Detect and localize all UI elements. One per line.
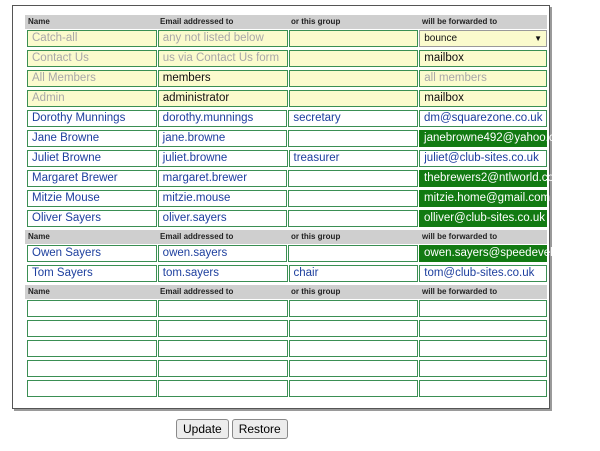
group-field[interactable] [289,300,419,317]
email-field[interactable]: juliet.browne [158,150,288,167]
forward-field[interactable] [419,320,547,337]
table-row [25,110,547,127]
group-field[interactable] [289,50,419,67]
name-field[interactable]: Mitzie Mouse [27,190,157,207]
group-field[interactable] [288,170,418,187]
forward-field[interactable]: mailbox [419,90,547,107]
name-field[interactable]: Oliver Sayers [27,210,157,227]
table-row [25,380,547,397]
table-row [25,245,600,262]
name-field[interactable]: Jane Browne [27,130,157,147]
table-row [25,50,547,67]
name-field[interactable] [27,380,157,397]
table-row [25,170,564,187]
forward-field[interactable] [419,380,547,397]
forward-field[interactable]: owen.sayers@speedeveloper.com [419,245,547,262]
chevron-down-icon: ▼ [534,34,542,43]
table-row [25,300,547,317]
group-field[interactable]: treasurer [289,150,419,167]
email-field[interactable]: members [158,70,288,87]
name-field[interactable] [27,340,157,357]
email-field[interactable]: mitzie.mouse [158,190,288,207]
table-row [25,265,547,282]
restore-button[interactable]: Restore [232,419,288,439]
group-field[interactable] [289,360,419,377]
forward-field[interactable]: janebrowne492@yahoo.co.uk [419,130,547,147]
header-email: Email addressed to [160,17,234,26]
table-row [25,30,547,47]
group-field[interactable] [288,190,418,207]
name-field[interactable]: Admin [27,90,157,107]
email-field[interactable]: oliver.sayers [158,210,288,227]
email-field[interactable]: margaret.brewer [158,170,288,187]
forward-field[interactable]: mitzie.home@gmail.com [419,190,547,207]
name-field[interactable] [27,300,157,317]
group-field[interactable] [289,340,419,357]
forwarding-table [25,15,600,400]
email-field[interactable]: owen.sayers [158,245,288,262]
group-field[interactable] [288,130,418,147]
header-email: Email addressed to [160,287,234,296]
forward-field[interactable]: tom@club-sites.co.uk [419,265,547,282]
header-group: or this group [291,232,341,241]
header-name: Name [28,17,50,26]
header-group: or this group [291,17,341,26]
group-field[interactable] [289,90,419,107]
forward-field[interactable]: olliver@club-sites.co.uk [419,210,547,227]
group-field[interactable] [289,70,419,87]
table-row [25,210,547,227]
header-name: Name [28,232,50,241]
email-field[interactable]: any not listed below [158,30,288,47]
email-field[interactable]: administrator [158,90,288,107]
name-field[interactable]: Margaret Brewer [27,170,157,187]
header-forward: will be forwarded to [422,232,498,241]
group-field[interactable]: secretary [288,110,418,127]
forward-field[interactable] [419,300,547,317]
group-field[interactable] [289,380,419,397]
forward-select[interactable] [419,30,547,47]
group-field[interactable] [289,320,419,337]
table-row [25,70,547,87]
button-bar [176,419,288,439]
update-button[interactable]: Update [176,419,229,439]
table-row [25,150,547,167]
name-field[interactable] [27,320,157,337]
header-email: Email addressed to [160,232,234,241]
forward-select-value: bounce [424,33,458,44]
header-group: or this group [291,287,341,296]
email-field[interactable] [158,340,288,357]
table-row [25,190,551,207]
name-field[interactable]: Tom Sayers [27,265,157,282]
forward-field[interactable]: dm@squarezone.co.uk [419,110,547,127]
name-field[interactable]: Owen Sayers [27,245,157,262]
group-field[interactable]: chair [289,265,419,282]
group-field[interactable] [289,30,419,47]
table-row [25,130,577,147]
table-row [25,90,547,107]
email-field[interactable]: jane.browne [158,130,288,147]
email-field[interactable] [158,300,288,317]
email-field[interactable]: us via Contact Us form [158,50,288,67]
table-row [25,340,547,357]
forward-field[interactable] [419,360,547,377]
header-name: Name [28,287,50,296]
column-header-row [25,15,547,29]
name-field[interactable]: Catch-all [27,30,157,47]
header-forward: will be forwarded to [422,17,498,26]
forward-field[interactable]: mailbox [419,50,547,67]
group-field[interactable] [288,210,418,227]
name-field[interactable]: Dorothy Munnings [27,110,157,127]
name-field[interactable]: All Members [27,70,157,87]
email-field[interactable] [158,360,288,377]
forward-field[interactable] [419,340,547,357]
name-field[interactable]: Juliet Browne [27,150,157,167]
forward-field[interactable]: all members [419,70,547,87]
header-forward: will be forwarded to [422,287,498,296]
column-header-row [25,285,547,299]
name-field[interactable] [27,360,157,377]
forward-field[interactable]: thebrewers2@ntlworld.com [419,170,547,187]
name-field[interactable]: Contact Us [27,50,157,67]
table-row [25,360,547,377]
email-field[interactable]: dorothy.munnings [158,110,288,127]
table-row [25,320,547,337]
email-field[interactable] [158,320,288,337]
email-field[interactable]: tom.sayers [158,265,288,282]
forward-field[interactable]: juliet@club-sites.co.uk [419,150,547,167]
column-header-row [25,230,547,244]
group-field[interactable] [288,245,418,262]
email-field[interactable] [158,380,288,397]
